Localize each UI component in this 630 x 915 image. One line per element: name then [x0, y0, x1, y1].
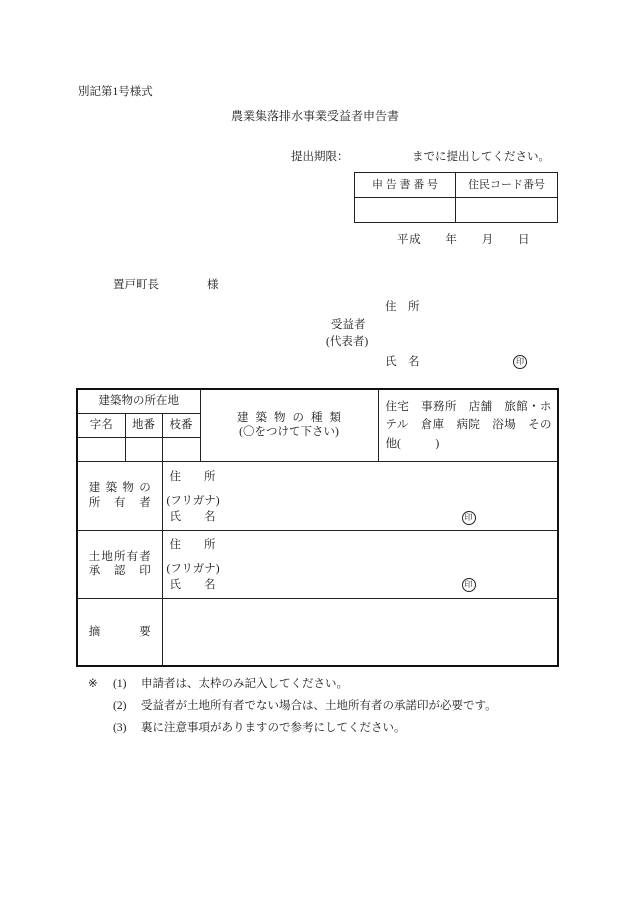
- summary-label-cell: [77, 598, 162, 666]
- land-owner-label-line: 土地所有者: [88, 550, 151, 563]
- building-type-option-line: 住宅 事務所 店舗 旅館・ホ: [385, 400, 552, 413]
- owner-name-label: 氏 名: [169, 510, 216, 523]
- land-owner-address-label: 住 所: [169, 538, 216, 551]
- addressee-honorific: 様: [207, 279, 219, 291]
- main-form-table: [76, 388, 559, 667]
- owner-seal-mark: 印: [462, 511, 476, 525]
- building-type-label-cell: [200, 389, 378, 461]
- applicant-name-label: 氏 名: [385, 356, 420, 368]
- land-owner-label-cell: [77, 530, 162, 598]
- building-type-note: (〇をつけて下さい): [239, 426, 339, 439]
- note-text: 申請者は、太枠のみ記入してください。: [141, 678, 348, 690]
- deadline-label: 提出期限：: [291, 151, 349, 163]
- land-owner-name-label: 氏 名: [169, 578, 216, 591]
- note-text: 裏に注意事項がありますので参考にしてください。: [141, 722, 406, 734]
- note-number: (3): [113, 722, 127, 734]
- resident-code-field: [456, 198, 558, 223]
- note-text: 受益者が土地所有者でない場合は、土地所有者の承諾印が必要です。: [141, 700, 497, 712]
- date-line: 平成 年 月 日: [397, 234, 531, 246]
- summary-field: [162, 598, 558, 666]
- report-number-field: [355, 198, 456, 223]
- page-title: 農業集落排水事業受益者申告書: [230, 109, 399, 123]
- building-type-label: 建 築 物 の 種 類: [237, 412, 342, 425]
- owner-label-line: 所 有 者: [88, 496, 151, 509]
- applicant-role: 受益者: [331, 319, 366, 331]
- summary-label: 摘 要: [88, 625, 151, 638]
- building-type-options: [378, 389, 558, 461]
- location-lot-field: [125, 437, 162, 461]
- note-number: (2): [113, 700, 127, 712]
- land-owner-info-cell: [162, 530, 558, 598]
- note-number: (1): [113, 678, 127, 690]
- addressee-name: 置戸町長: [113, 279, 159, 291]
- building-type-option-line: テル 倉庫 病院 浴場 その: [385, 419, 552, 431]
- number-table: [354, 172, 558, 223]
- owner-address-label: 住 所: [169, 470, 216, 483]
- deadline-suffix: までに提出してください。: [412, 151, 550, 163]
- form-id: 別記第1号様式: [78, 86, 153, 98]
- location-sublot-header: 枝番: [162, 413, 200, 437]
- location-lot-header: 地番: [125, 413, 162, 437]
- report-number-header: 申 告 書 番 号: [355, 173, 456, 198]
- owner-label-cell: [77, 461, 162, 530]
- land-owner-label-line: 承 認 印: [88, 565, 151, 577]
- location-header: 建築物の所在地: [77, 389, 200, 413]
- owner-label-line: 建 築 物 の: [88, 482, 151, 494]
- location-aza-header: 字名: [77, 413, 125, 437]
- land-owner-seal-mark: 印: [462, 578, 476, 592]
- location-sublot-field: [162, 437, 200, 461]
- owner-info-cell: [162, 461, 558, 530]
- land-owner-furigana-label: (フリガナ): [166, 562, 220, 575]
- applicant-role-sub: (代表者): [326, 336, 369, 348]
- notes-mark: ※: [88, 678, 98, 690]
- resident-code-header: 住民コード番号: [456, 173, 558, 198]
- applicant-seal-mark: 印: [513, 355, 527, 369]
- location-aza-field: [77, 437, 125, 461]
- building-type-option-line: 他( ): [385, 437, 440, 450]
- applicant-address-label: 住 所: [385, 301, 420, 313]
- owner-furigana-label: (フリガナ): [166, 494, 220, 507]
